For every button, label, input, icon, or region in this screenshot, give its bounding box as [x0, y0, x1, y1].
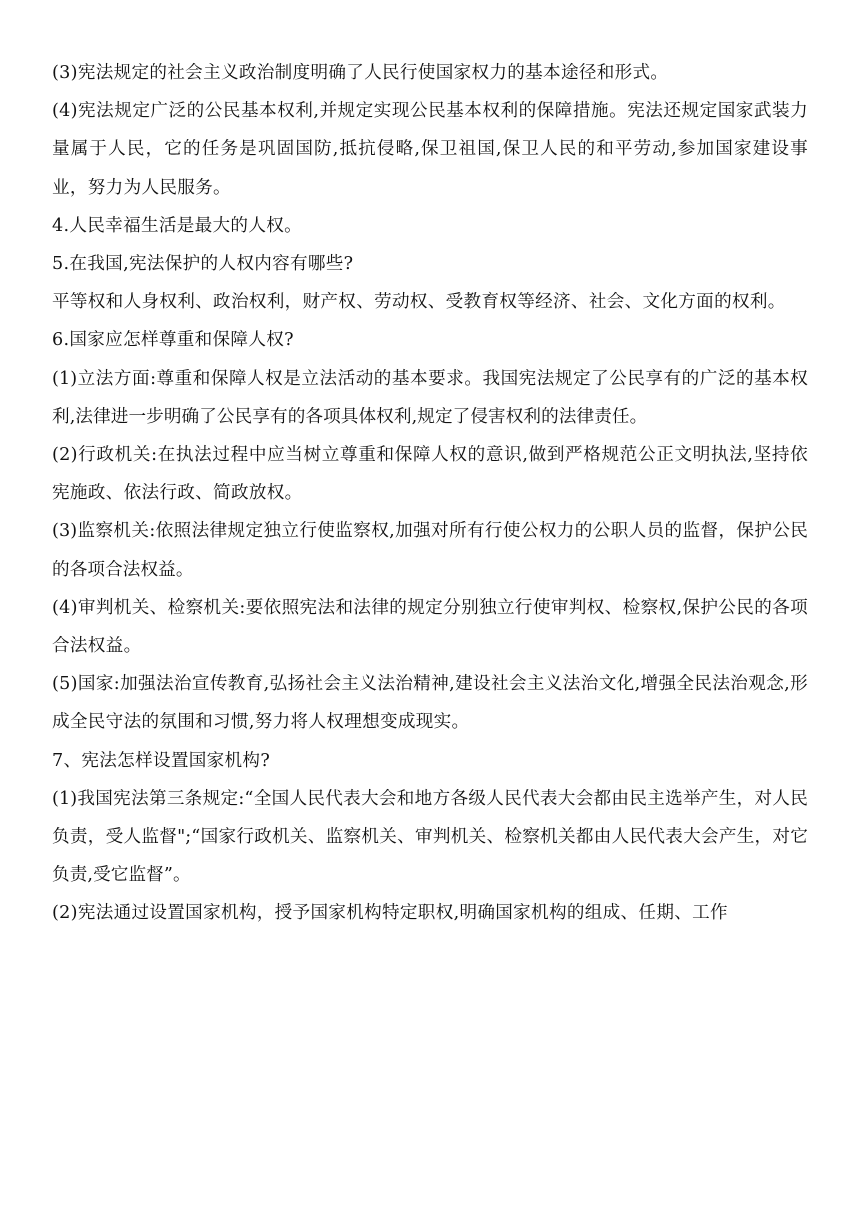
paragraph-8: (2)行政机关:在执法过程中应当树立尊重和保障人权的意识,做到严格规范公正文明执法,坚持依宪施政、依法行政、简政放权。 — [52, 445, 808, 504]
paragraph-11: (5)国家:加强法治宣传教育,弘扬社会主义法治精神,建设社会主义法治文化,增强全民法治观念,形成全民守法的氛围和习惯,努力将人权理想变成现实。 — [52, 674, 808, 733]
paragraph-14: (2)宪法通过设置国家机构，授予国家机构特定职权,明确国家机构的组成、任期、工作 — [52, 903, 728, 924]
paragraph-9: (3)监察机关:依照法律规定独立行使监察权,加强对所有行使公权力的公职人员的监督，保护公民的各项合法权益。 — [52, 521, 808, 580]
paragraph-2: (4)宪法规定广泛的公民基本权利,并规定实现公民基本权利的保障措施。宪法还规定国家武装力量属于人民，它的任务是巩固国防,抵抗侵略,保卫祖国,保卫人民的和平劳动,参加国家建设事业，努力为人民服务。 — [52, 101, 808, 198]
document-page — [52, 54, 808, 933]
question-6-heading: 6.国家应怎样尊重和保障人权? — [52, 330, 294, 351]
question-7-heading: 7、宪法怎样设置国家机构? — [52, 750, 271, 771]
paragraph-13: (1)我国宪法第三条规定:“全国人民代表大会和地方各级人民代表大会都由民主选举产生，对人民负责，受人监督";“国家行政机关、监察机关、审判机关、检察机关都由人民代表大会产生，对它负责,受它监督”。 — [52, 788, 808, 886]
paragraph-5: 平等权和人身权利、政治权利，财产权、劳动权、受教育权等经济、社会、文化方面的权利。 — [52, 292, 786, 313]
paragraph-7: (1)立法方面:尊重和保障人权是立法活动的基本要求。我国宪法规定了公民享有的广泛的基本权利,法律进一步明确了公民享有的各项具体权利,规定了侵害权利的法律责任。 — [52, 368, 808, 427]
paragraph-10: (4)审判机关、检察机关:要依照宪法和法律的规定分别独立行使审判权、检察权,保护公民的各项合法权益。 — [52, 597, 808, 657]
paragraph-3: 4.人民幸福生活是最大的人权。 — [52, 215, 303, 236]
paragraph-1: (3)宪法规定的社会主义政治制度明确了人民行使国家权力的基本途径和形式。 — [52, 63, 669, 83]
question-5-heading: 5.在我国,宪法保护的人权内容有哪些? — [52, 254, 354, 275]
